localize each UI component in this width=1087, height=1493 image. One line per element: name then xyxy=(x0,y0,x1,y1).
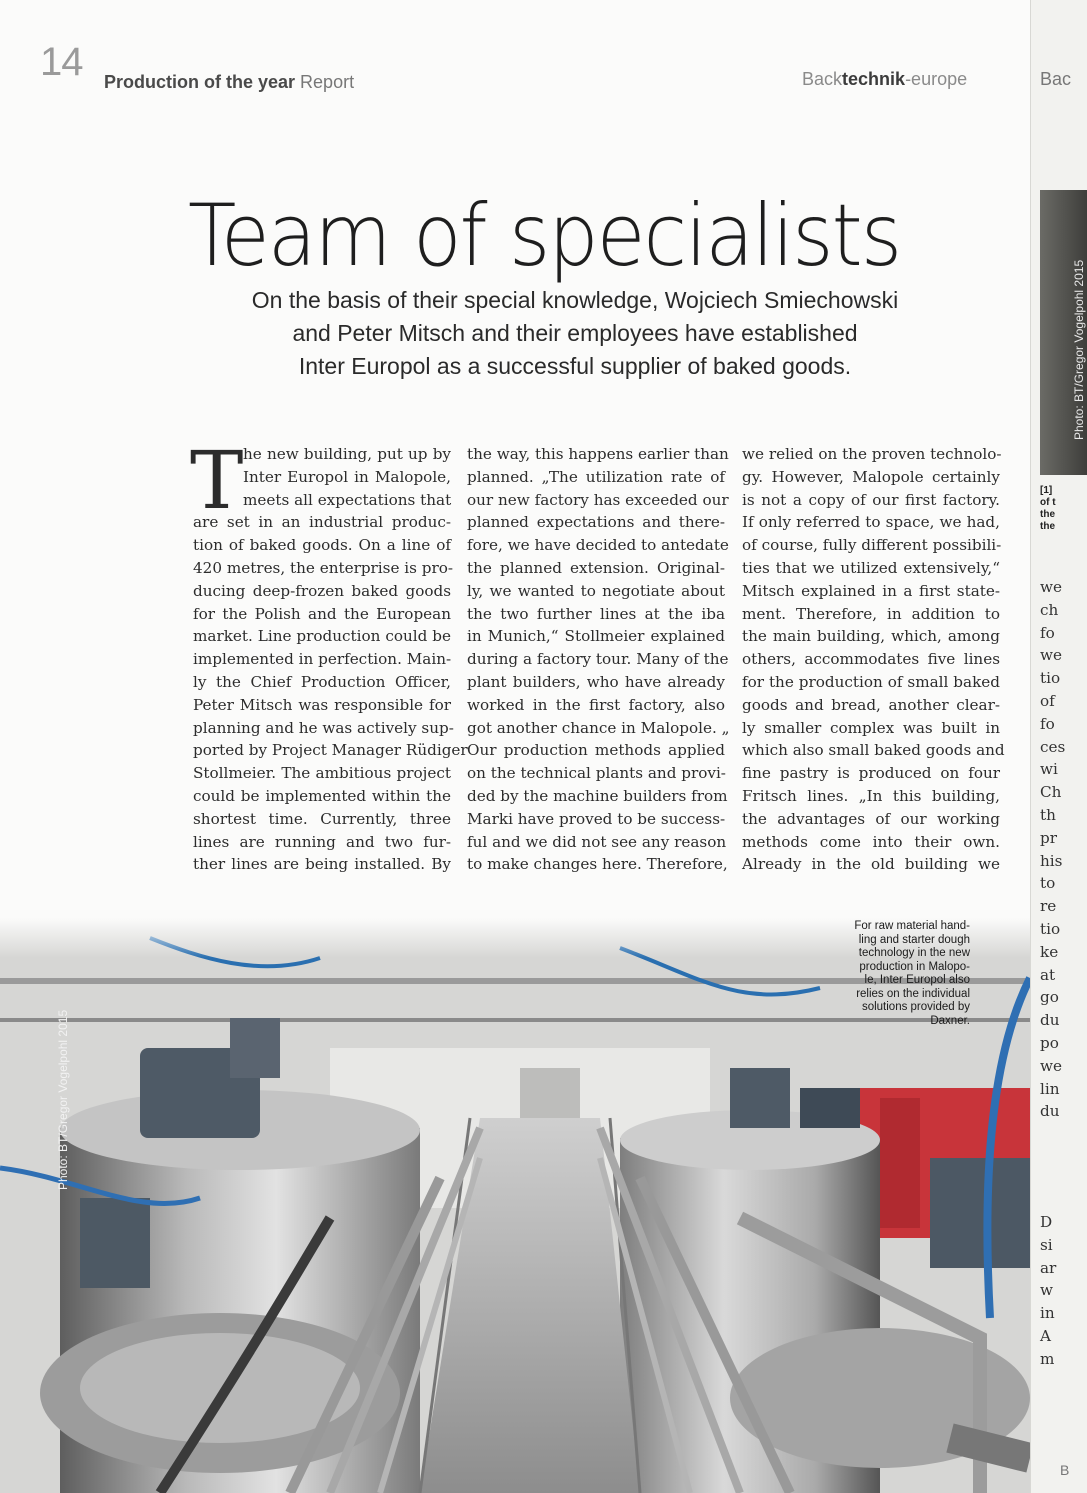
adjacent-caption-line: [1] xyxy=(1040,485,1053,496)
adjacent-body-line: du xyxy=(1040,1102,1060,1121)
caption-line: Daxner. xyxy=(930,1014,970,1027)
adjacent-body-line: pr xyxy=(1040,828,1057,847)
body-line: ly smaller complex was built in xyxy=(742,718,1000,737)
adjacent-body-line: fo xyxy=(1040,623,1055,642)
adjacent-caption-line: the xyxy=(1040,521,1055,532)
body-line: of course, fully different possibili- xyxy=(742,536,1002,555)
body-column-2 xyxy=(467,443,730,876)
body-line: planned expectations and there- xyxy=(467,513,725,532)
body-line: is not a copy of our first factory. xyxy=(742,490,1000,509)
brand-bold: technik xyxy=(842,69,906,89)
adjacent-body-line: tio xyxy=(1040,920,1061,938)
caption-line: For raw material hand- xyxy=(854,920,970,932)
adjacent-body-line: si xyxy=(1040,1235,1053,1254)
body-column-1 xyxy=(193,443,468,876)
caption-line: solutions provided by xyxy=(861,1001,970,1013)
adjacent-body-line: fo xyxy=(1040,714,1055,733)
body-line: shortest time. Currently, three xyxy=(193,809,451,828)
caption-line: technology in the new xyxy=(858,947,970,959)
body-column-3 xyxy=(742,443,1005,876)
adjacent-body-line: lin xyxy=(1040,1079,1060,1098)
body-line: for the production of small baked xyxy=(742,672,1000,691)
body-line: implemented in perfection. Main- xyxy=(193,650,452,669)
body-line: the planned extension. Original- xyxy=(467,558,725,577)
body-line: worked in the first factory, also xyxy=(467,695,725,714)
body-line: Peter Mitsch was responsible for xyxy=(193,695,451,714)
body-line: Our production methods applied xyxy=(467,741,725,760)
body-line: our new factory has exceeded our xyxy=(467,490,729,509)
photo-credit: Photo: BT/Gregor Vogelpohl 2015 xyxy=(56,1009,70,1190)
body-line: are set in an industrial produc- xyxy=(193,513,451,532)
body-line: the main building, which, among xyxy=(742,627,1000,646)
caption-line: production in Malopo- xyxy=(859,960,970,973)
body-line: the advantages of our working xyxy=(742,809,1000,828)
body-line: tion of baked goods. On a line of xyxy=(193,536,451,555)
adjacent-body-line: in xyxy=(1040,1304,1055,1323)
adjacent-body-line: ar xyxy=(1040,1258,1057,1277)
subtitle-line: and Peter Mitsch and their employees have established xyxy=(292,320,858,346)
adjacent-page-header: Bac xyxy=(1040,69,1072,89)
adjacent-body-line: po xyxy=(1040,1034,1059,1052)
body-line: Inter Europol in Malopole, xyxy=(243,467,451,486)
section-subtitle: Report xyxy=(300,72,355,92)
adjacent-body-line: w xyxy=(1040,1281,1053,1300)
body-line: 420 metres, the enterprise is pro- xyxy=(193,558,454,577)
brand-prefix: Back xyxy=(802,69,843,89)
adjacent-body-line: at xyxy=(1040,965,1056,984)
body-line: planned. „The utilization rate of xyxy=(467,467,725,486)
body-line: ducing deep-frozen baked goods xyxy=(193,581,451,600)
brand-suffix: -europe xyxy=(905,69,968,89)
body-line: Marki have proved to be success- xyxy=(467,809,726,828)
caption-line: ling and starter dough xyxy=(858,933,970,946)
body-line: fore, we have decided to antedate xyxy=(467,536,729,555)
adjacent-body-line: Ch xyxy=(1040,783,1062,802)
body-line: ly the Chief Production Officer, xyxy=(193,672,451,691)
subtitle-line: Inter Europol as a successful supplier of baked goods. xyxy=(298,353,852,379)
subtitle-line: On the basis of their special knowledge, Wojciech Smiechowski xyxy=(251,287,899,313)
body-line: fine pastry is produced on four xyxy=(742,764,1000,783)
body-line: got another chance in Malopole. „ xyxy=(467,718,730,737)
adjacent-body-line: du xyxy=(1040,1011,1060,1030)
body-line: to make changes here. Therefore, xyxy=(467,855,728,874)
body-line: for the Polish and the European xyxy=(193,604,451,623)
adjacent-body-line: ch xyxy=(1040,600,1059,619)
body-line: we relied on the proven technolo- xyxy=(742,445,1002,463)
adjacent-body-line: re xyxy=(1040,897,1057,916)
factory-photo xyxy=(0,918,1030,1493)
adjacent-photo-credit: Photo: BT/Gregor Vogelpohl 2015 xyxy=(1072,259,1086,440)
body-line: Fritsch lines. „In this building, xyxy=(742,786,1000,805)
adjacent-body-line: his xyxy=(1040,851,1063,870)
body-line: goods and bread, another clear- xyxy=(742,695,1000,714)
body-line: market. Line production could be xyxy=(193,627,451,646)
body-line: gy. However, Malopole certainly xyxy=(742,467,1000,486)
body-line: ful and we did not see any reason xyxy=(467,832,727,851)
body-line: Already in the old building we xyxy=(742,855,1000,874)
adjacent-body-line: m xyxy=(1040,1349,1055,1368)
body-line: ties that we utilized extensively,“ xyxy=(742,558,1000,577)
adjacent-body-line: A xyxy=(1040,1327,1051,1345)
body-line: others, accommodates five lines xyxy=(742,650,1000,669)
body-line: in Munich,“ Stollmeier explained xyxy=(467,627,725,646)
body-line: the way, this happens earlier than xyxy=(467,445,729,463)
adjacent-body-line: of xyxy=(1040,692,1055,710)
body-line: ment. Therefore, in addition to xyxy=(742,604,1000,623)
body-line: which also small baked goods and xyxy=(742,741,1005,760)
adjacent-body-line: wi xyxy=(1040,760,1058,779)
body-line: ly, we wanted to negotiate about xyxy=(467,581,725,600)
body-line: Mitsch explained in a first state- xyxy=(742,581,1000,600)
adjacent-caption-line: of t xyxy=(1040,497,1056,508)
body-line: Stollmeier. The ambitious project xyxy=(193,764,451,783)
adjacent-body-line: go xyxy=(1040,988,1059,1007)
page-number: 14 xyxy=(40,40,83,84)
section-title: Production of the year xyxy=(104,72,296,92)
drop-cap: T xyxy=(190,434,244,527)
adjacent-body-line: we xyxy=(1040,1056,1062,1075)
body-line: during a factory tour. Many of the xyxy=(467,650,729,669)
body-line: meets all expectations that xyxy=(243,490,452,509)
article-title: Team of specialists xyxy=(188,186,901,286)
body-line: ther lines are being installed. By xyxy=(193,855,451,874)
section-label xyxy=(104,72,354,93)
adjacent-caption-line: the xyxy=(1040,509,1055,520)
body-line: he new building, put up by xyxy=(243,445,451,463)
article-subtitle xyxy=(150,284,1000,383)
body-line: could be implemented within the xyxy=(193,786,451,805)
adjacent-body-line: we xyxy=(1040,646,1062,665)
caption-line: relies on the individual xyxy=(856,987,970,1000)
body-line: plant builders, who have already xyxy=(467,672,725,691)
body-line: on the technical plants and provi- xyxy=(467,764,726,783)
body-line: ded by the machine builders from xyxy=(467,786,728,805)
adjacent-body-line: ke xyxy=(1040,942,1059,961)
adjacent-body-line: tio xyxy=(1040,669,1061,688)
adjacent-body-line: ces xyxy=(1040,737,1066,756)
body-line: ported by Project Manager Rüdiger xyxy=(193,741,468,760)
adjacent-page-footer: B xyxy=(1060,1462,1070,1478)
body-line: planning and he was actively sup- xyxy=(193,718,454,737)
adjacent-body-line: D xyxy=(1040,1213,1053,1231)
photo-caption xyxy=(812,920,970,1028)
body-line: If only referred to space, we had, xyxy=(742,513,1000,532)
caption-line: le, Inter Europol also xyxy=(864,974,970,986)
adjacent-body-line: we xyxy=(1040,578,1062,596)
body-line: the two further lines at the iba xyxy=(467,604,725,623)
magazine-brand xyxy=(802,69,967,90)
adjacent-body-line: th xyxy=(1040,806,1056,824)
body-line: methods come into their own. xyxy=(742,832,1000,851)
adjacent-body-line: to xyxy=(1040,874,1056,893)
body-line: lines are running and two fur- xyxy=(193,832,451,851)
